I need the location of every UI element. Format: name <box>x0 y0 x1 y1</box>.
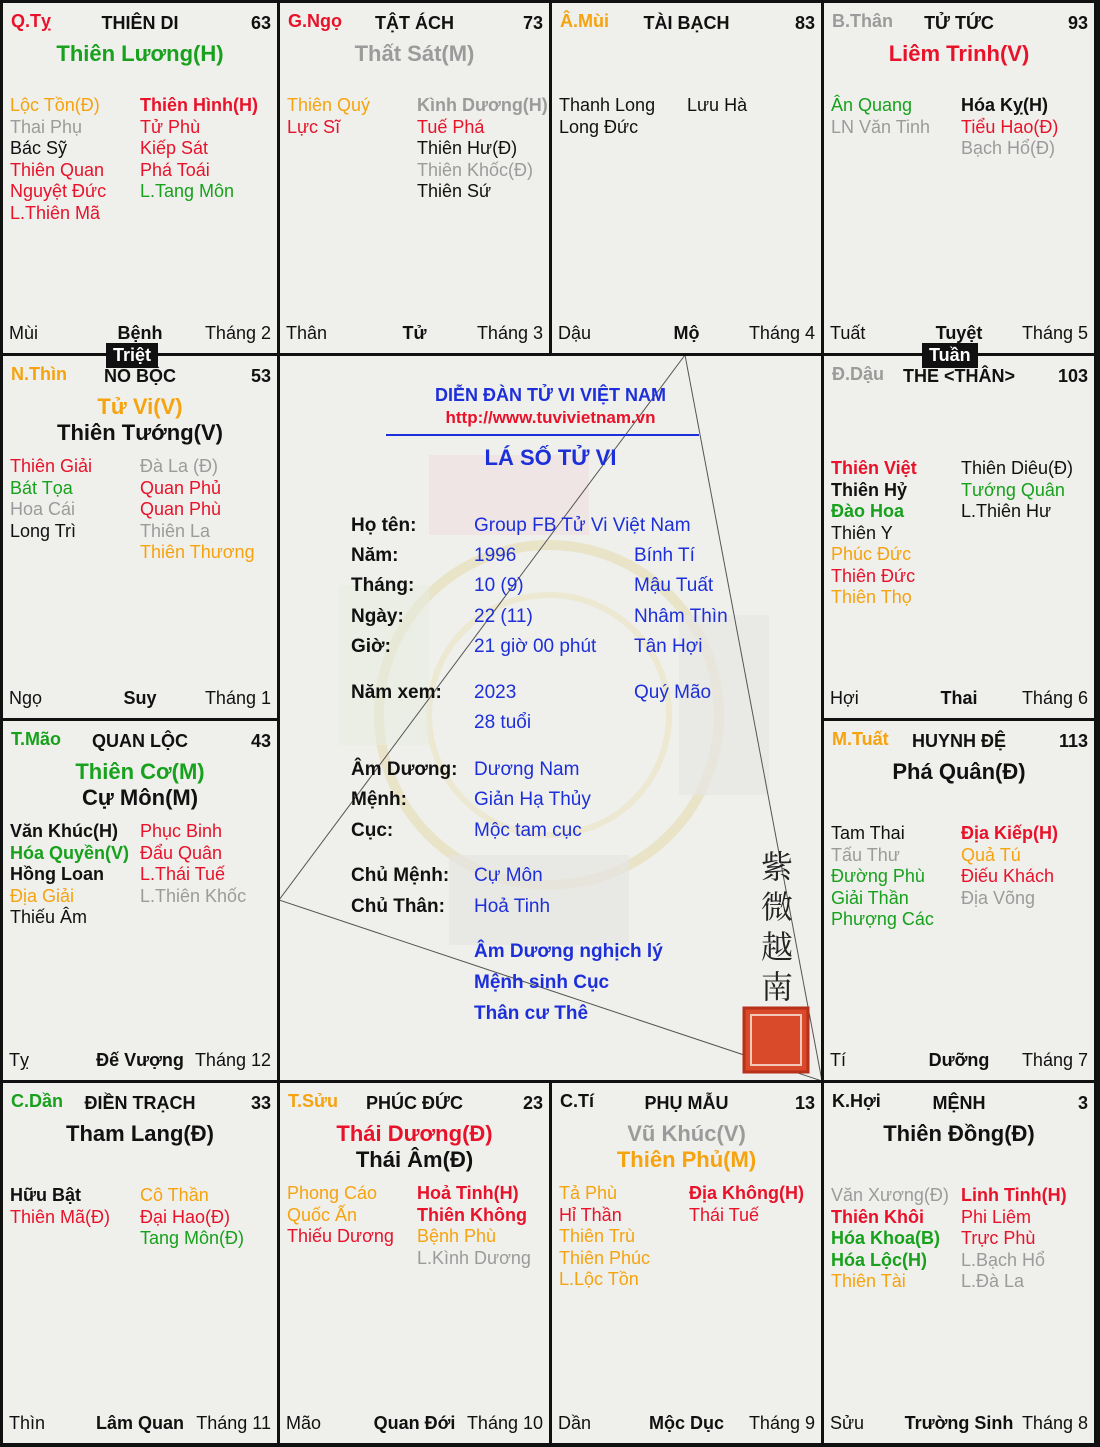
minor-star: Thiên Y <box>831 522 893 543</box>
palace-footer <box>286 1413 543 1435</box>
ngay-can-chi: Nhâm Thìn <box>634 606 728 627</box>
minor-stars-left <box>831 458 917 609</box>
nam-can-chi: Bính Tí <box>634 545 695 566</box>
palace-footer <box>558 323 815 345</box>
palace-life-stage: Tuyệt <box>935 323 983 343</box>
palace-month: Tháng 12 <box>194 1050 271 1070</box>
palace-can-chi: B.Thân <box>832 11 893 31</box>
minor-star: Đường Phù <box>831 866 925 886</box>
minor-stars-right <box>961 95 1058 160</box>
minor-star: Quan Phù <box>140 499 222 519</box>
minor-star: Thiên Hình(H) <box>140 95 258 115</box>
palace-header <box>9 729 271 753</box>
palace-branch: Sửu <box>830 1413 865 1433</box>
minor-stars-right <box>140 1185 244 1250</box>
main-star: Thiên Phủ(M) <box>616 1147 757 1172</box>
main-star: Cự Môn(M) <box>81 785 199 810</box>
minor-stars-left <box>831 95 930 138</box>
minor-star: L.Đà La <box>961 1271 1025 1291</box>
palace-number: 23 <box>522 1093 543 1113</box>
nam-xem-value: 2023 <box>474 682 517 703</box>
palace-ngo[interactable] <box>280 3 549 353</box>
palace-branch: Ngọ <box>9 688 43 708</box>
minor-star: Điếu Khách <box>961 866 1055 886</box>
minor-star: Địa Kiếp(H) <box>961 823 1059 843</box>
minor-star: Quốc Ấn <box>287 1204 358 1225</box>
palace-ty[interactable] <box>3 3 277 353</box>
nam-value: 1996 <box>474 545 517 566</box>
palace-dan[interactable] <box>3 1083 277 1443</box>
palace-month: Tháng 4 <box>748 323 815 343</box>
palace-header <box>9 364 271 388</box>
minor-star: Phi Liêm <box>961 1206 1032 1227</box>
palace-header <box>830 1091 1088 1115</box>
palace-name: ĐIỀN TRẠCH <box>84 1093 196 1113</box>
palace-life-stage: Thai <box>940 688 978 708</box>
minor-star: Ân Quang <box>831 95 913 115</box>
minor-star: Hữu Bật <box>10 1185 82 1205</box>
menh-label: Mệnh: <box>351 789 407 810</box>
palace-branch: Tí <box>830 1050 846 1070</box>
gio-label: Giờ: <box>351 636 391 657</box>
minor-star: Phúc Đức <box>831 544 912 564</box>
palace-can-chi: T.Sửu <box>288 1091 339 1111</box>
palace-number: 53 <box>250 366 271 386</box>
minor-star: Thiếu Dương <box>287 1226 394 1246</box>
main-star: Vũ Khúc(V) <box>627 1121 746 1146</box>
palace-life-stage: Bệnh <box>117 323 163 343</box>
minor-star: Địa Giải <box>10 885 75 906</box>
main-star: Liêm Trinh(V) <box>888 41 1030 66</box>
palace-month: Tháng 1 <box>204 688 271 708</box>
forum-url[interactable]: http://www.tuvivietnam.vn <box>445 408 656 427</box>
minor-star: Hóa Quyền(V) <box>10 842 130 863</box>
palace-footer <box>286 323 543 345</box>
palace-number: 103 <box>1057 366 1088 386</box>
palace-ti[interactable] <box>552 1083 821 1443</box>
minor-star: Đại Hao(Đ) <box>140 1206 231 1227</box>
palace-life-stage: Trường Sinh <box>904 1413 1014 1433</box>
minor-star: Địa Không(H) <box>689 1183 804 1203</box>
minor-star: L.Tang Môn <box>140 181 235 201</box>
minor-stars-left <box>10 821 129 929</box>
main-star: Thái Dương(Đ) <box>336 1121 493 1146</box>
minor-star: Hóa Khoa(B) <box>831 1228 940 1248</box>
minor-stars-right <box>417 95 548 203</box>
nam-label: Năm: <box>351 545 399 566</box>
palace-can-chi: T.Mão <box>11 729 62 749</box>
center-panel <box>279 355 822 1081</box>
palace-header <box>558 1091 815 1115</box>
palace-header <box>830 11 1088 35</box>
gio-value: 21 giờ 00 phút <box>474 636 597 657</box>
minor-star: Đào Hoa <box>831 501 905 521</box>
palace-header <box>286 11 543 35</box>
ho-ten-value: Group FB Tử Vi Việt Nam <box>474 515 691 536</box>
palace-than[interactable] <box>824 3 1094 353</box>
palace-name: THÊ <THÂN> <box>902 366 1016 386</box>
minor-star: Thiên Sứ <box>417 181 492 201</box>
palace-name: TỬ TỨC <box>924 13 994 33</box>
minor-stars-right <box>961 458 1073 523</box>
minor-star: Thiên Việt <box>831 458 917 478</box>
palace-branch: Mùi <box>9 323 39 343</box>
minor-star: Thiên La <box>140 520 211 541</box>
ho-ten-label: Họ tên: <box>351 515 417 536</box>
minor-star: Tả Phù <box>559 1183 618 1203</box>
minor-star: Giải Thần <box>831 887 909 908</box>
minor-star: Long Trì <box>10 520 77 541</box>
minor-stars-right <box>689 1183 804 1226</box>
thang-value: 10 (9) <box>474 575 524 596</box>
calligraphy-text: 紫微越南 <box>760 848 793 1006</box>
palace-footer <box>9 1050 271 1072</box>
minor-star: Văn Khúc(H) <box>10 821 118 841</box>
ngay-value: 22 (11) <box>474 606 533 627</box>
minor-star: Thiên Khôi <box>831 1206 924 1227</box>
main-star: Phá Quân(Đ) <box>892 759 1026 784</box>
minor-star: Long Đức <box>559 116 639 137</box>
palace-branch: Mão <box>286 1413 322 1433</box>
main-star: Tham Lang(Đ) <box>66 1121 214 1146</box>
palace-can-chi: N.Thìn <box>11 364 67 384</box>
palace-header <box>830 729 1088 753</box>
am-duong-label: Âm Dương: <box>351 759 458 780</box>
minor-star: Phục Binh <box>140 821 223 841</box>
chu-than-label: Chủ Thân: <box>351 896 445 917</box>
tuan-tag: Tuần <box>922 343 978 368</box>
palace-life-stage: Dưỡng <box>928 1050 990 1070</box>
minor-star: Thái Tuế <box>689 1204 760 1225</box>
palace-life-stage: Mộ <box>673 323 700 343</box>
ngay-label: Ngày: <box>351 606 404 627</box>
minor-stars-left <box>287 1183 394 1248</box>
minor-star: Thiên Không <box>417 1204 527 1225</box>
minor-star: L.Lộc Tồn <box>559 1269 639 1289</box>
gio-can-chi: Tân Hợi <box>634 636 703 657</box>
palace-number: 3 <box>1077 1093 1088 1113</box>
minor-star: Thiên Thọ <box>831 587 912 607</box>
minor-star: Hồng Loan <box>10 864 104 884</box>
palace-month: Tháng 9 <box>748 1413 815 1433</box>
minor-star: Thiếu Âm <box>10 907 88 927</box>
minor-star: Thiên Quý <box>287 95 371 115</box>
chart-title: LÁ SỐ TỬ VI <box>484 445 617 470</box>
minor-star: LN Văn Tinh <box>831 116 931 137</box>
palace-mui[interactable] <box>552 3 821 353</box>
minor-star: Đà La (Đ) <box>140 456 219 476</box>
minor-stars-left <box>10 456 92 542</box>
palace-header <box>558 11 815 35</box>
palace-life-stage: Đế Vượng <box>96 1050 184 1070</box>
palace-branch: Tỵ <box>9 1050 29 1070</box>
palace-header <box>9 11 271 35</box>
minor-star: Thai Phụ <box>10 116 83 137</box>
palace-month: Tháng 7 <box>1021 1050 1088 1070</box>
chu-menh-label: Chủ Mệnh: <box>351 865 450 886</box>
triet-tag: Triệt <box>106 343 158 368</box>
minor-star: L.Thiên Hư <box>961 501 1052 521</box>
minor-star: Đẩu Quân <box>140 842 223 863</box>
palace-can-chi: Đ.Dậu <box>832 364 885 384</box>
minor-star: Bát Tọa <box>10 477 73 498</box>
palace-number: 73 <box>522 13 543 33</box>
minor-star: Tử Phù <box>140 116 201 137</box>
palace-number: 83 <box>794 13 815 33</box>
palace-life-stage: Lâm Quan <box>95 1413 184 1433</box>
palace-can-chi: C.Tí <box>560 1091 594 1111</box>
palace-dau[interactable] <box>824 356 1094 718</box>
palace-branch: Dậu <box>558 323 592 343</box>
palace-branch: Thìn <box>9 1413 46 1433</box>
minor-star: Cô Thần <box>140 1185 209 1205</box>
minor-star: Tướng Quân <box>961 479 1065 500</box>
minor-stars-left <box>10 95 106 224</box>
nam-xem-can-chi: Quý Mão <box>634 682 712 703</box>
chu-than-value: Hoả Tinh <box>474 896 551 917</box>
palace-name: QUAN LỘC <box>92 731 188 751</box>
palace-branch: Tuất <box>830 323 866 343</box>
minor-star: Trực Phù <box>961 1228 1036 1248</box>
minor-star: Hoả Tinh(H) <box>417 1183 519 1203</box>
minor-star: Bệnh Phù <box>417 1226 497 1246</box>
minor-stars-left <box>559 1183 650 1291</box>
note-menh-cuc: Mệnh sinh Cục <box>474 972 610 993</box>
minor-stars-right <box>140 95 258 203</box>
palace-number: 113 <box>1058 731 1088 751</box>
palace-life-stage: Quan Đới <box>373 1413 456 1433</box>
minor-stars-right <box>140 456 255 564</box>
palace-footer <box>830 1413 1088 1435</box>
minor-star: Thiên Hỷ <box>831 479 908 500</box>
minor-star: Địa Võng <box>961 887 1036 908</box>
minor-star: Hóa Lộc(H) <box>831 1249 927 1270</box>
minor-star: Quả Tú <box>961 844 1021 865</box>
palace-can-chi: G.Ngọ <box>288 11 342 31</box>
thang-can-chi: Mậu Tuất <box>634 575 714 596</box>
seal-stamp <box>744 1008 808 1072</box>
palace-suu[interactable] <box>280 1083 549 1443</box>
minor-star: Hoa Cái <box>10 499 76 519</box>
palace-branch: Thân <box>286 323 328 343</box>
palace-footer <box>830 1050 1088 1072</box>
note-am-duong: Âm Dương nghịch lý <box>474 941 663 962</box>
palace-footer <box>830 323 1088 345</box>
minor-star: Thiên Diêu(Đ) <box>961 458 1074 478</box>
minor-star: Tiểu Hao(Đ) <box>961 116 1059 137</box>
palace-can-chi: Â.Mùi <box>560 11 609 31</box>
palace-number: 33 <box>250 1093 271 1113</box>
main-star: Tử Vi(V) <box>97 394 183 419</box>
minor-star: Thiên Hư(Đ) <box>417 138 518 158</box>
palace-branch: Dần <box>558 1413 592 1433</box>
minor-star: Phá Toái <box>140 159 210 180</box>
palace-thin[interactable] <box>3 356 277 718</box>
minor-star: L.Thiên Khốc <box>140 885 247 906</box>
palace-month: Tháng 11 <box>196 1413 271 1433</box>
thang-label: Tháng: <box>351 575 415 596</box>
minor-star: Bạch Hổ(Đ) <box>961 138 1056 158</box>
minor-star: Phong Cáo <box>287 1183 378 1203</box>
palace-name: PHỤ MẪU <box>644 1093 729 1113</box>
minor-star: Quan Phủ <box>140 477 222 498</box>
minor-stars-right <box>961 1185 1067 1293</box>
minor-stars-left <box>831 823 934 931</box>
minor-stars-left <box>559 95 655 138</box>
palace-name: TÀI BẠCH <box>643 13 730 33</box>
minor-star: Thiên Phúc <box>559 1247 651 1268</box>
minor-star: Thiên Khốc(Đ) <box>417 159 534 180</box>
palace-can-chi: K.Hợi <box>832 1091 881 1111</box>
minor-star: Bác Sỹ <box>10 138 68 158</box>
palace-name: TẬT ÁCH <box>375 13 454 33</box>
minor-star: Thanh Long <box>559 95 656 115</box>
minor-star: Thiên Đức <box>831 565 916 586</box>
minor-star: Văn Xương(Đ) <box>831 1185 949 1205</box>
main-star: Thiên Đồng(Đ) <box>883 1121 1035 1146</box>
palace-can-chi: Q.Tỵ <box>11 11 52 31</box>
minor-stars-left <box>831 1185 949 1293</box>
cuc-value: Mộc tam cục <box>474 820 582 841</box>
palace-name: HUYNH ĐỆ <box>911 731 1006 751</box>
cuc-label: Cục: <box>351 820 394 841</box>
nam-xem-label: Năm xem: <box>351 682 442 703</box>
minor-star: Lộc Tồn(Đ) <box>10 95 100 115</box>
palace-number: 63 <box>250 13 271 33</box>
palace-life-stage: Suy <box>123 688 157 708</box>
palace-header <box>9 1091 271 1115</box>
minor-star: Tuế Phá <box>417 116 485 137</box>
palace-footer <box>558 1413 815 1435</box>
minor-star: Kình Dương(H) <box>417 95 548 115</box>
minor-star: Lực Sĩ <box>287 116 341 137</box>
palace-header <box>830 364 1088 388</box>
main-star: Thiên Tướng(V) <box>57 420 223 445</box>
minor-star: Lưu Hà <box>687 95 748 115</box>
palace-number: 93 <box>1067 13 1088 33</box>
palace-footer <box>830 688 1088 710</box>
palace-name: THIÊN DI <box>101 13 179 33</box>
minor-stars-right <box>140 821 246 907</box>
palace-month: Tháng 6 <box>1021 688 1088 708</box>
main-star: Thái Âm(Đ) <box>355 1147 474 1172</box>
palace-name: PHÚC ĐỨC <box>366 1093 463 1113</box>
menh-value: Giản Hạ Thủy <box>474 789 591 810</box>
palace-footer <box>9 688 271 710</box>
am-duong-value: Dương Nam <box>474 759 580 780</box>
minor-stars-right <box>961 823 1058 909</box>
minor-stars-right <box>417 1183 531 1269</box>
tuoi-value: 28 tuổi <box>474 712 532 733</box>
minor-star: Thiên Thương <box>140 542 255 562</box>
palace-footer <box>9 323 271 345</box>
palace-month: Tháng 8 <box>1021 1413 1088 1433</box>
minor-star: Linh Tinh(H) <box>961 1185 1067 1205</box>
palace-can-chi: C.Dần <box>11 1091 64 1111</box>
minor-star: L.Thiên Mã <box>10 202 101 223</box>
palace-mao[interactable] <box>3 721 277 1080</box>
note-than-cu: Thân cư Thê <box>474 1003 589 1024</box>
minor-star: Thiên Trù <box>559 1226 636 1246</box>
minor-star: Phượng Các <box>831 909 934 929</box>
palace-life-stage: Mộc Dục <box>648 1413 724 1433</box>
minor-stars-left <box>10 1185 110 1228</box>
palace-month: Tháng 5 <box>1021 323 1088 343</box>
palace-name: NÔ BỘC <box>104 366 176 386</box>
main-star: Thất Sát(M) <box>354 41 475 66</box>
chu-menh-value: Cự Môn <box>474 865 543 886</box>
minor-star: Thiên Tài <box>831 1271 906 1291</box>
main-star: Thiên Cơ(M) <box>75 759 205 784</box>
palace-month: Tháng 10 <box>466 1413 543 1433</box>
palace-number: 43 <box>250 731 271 751</box>
palace-footer <box>9 1413 271 1435</box>
minor-star: L.Kình Dương <box>417 1247 531 1268</box>
minor-stars-left <box>287 95 370 138</box>
palace-life-stage: Tử <box>402 323 427 343</box>
palace-name: MỆNH <box>932 1093 986 1113</box>
minor-stars-right <box>687 95 747 117</box>
minor-star: Tam Thai <box>831 823 905 843</box>
palace-tuat[interactable] <box>824 721 1094 1080</box>
palace-month: Tháng 3 <box>476 323 543 343</box>
palace-header <box>286 1091 543 1115</box>
main-star: Thiên Lương(H) <box>56 41 224 66</box>
palace-can-chi: M.Tuất <box>832 729 889 749</box>
minor-star: Kiếp Sát <box>140 138 209 158</box>
minor-star: Thiên Giải <box>10 456 93 476</box>
minor-star: L.Thái Tuế <box>140 864 226 884</box>
minor-star: Hỉ Thần <box>559 1204 622 1225</box>
minor-star: Thiên Quan <box>10 159 105 180</box>
grid-line <box>1094 0 1100 1447</box>
minor-star: Nguyệt Đức <box>10 181 107 201</box>
palace-branch: Hợi <box>830 688 859 708</box>
minor-star: L.Bạch Hổ <box>961 1249 1046 1270</box>
minor-star: Tang Môn(Đ) <box>140 1228 245 1248</box>
minor-star: Thiên Mã(Đ) <box>10 1206 111 1227</box>
palace-hoi[interactable] <box>824 1083 1094 1443</box>
minor-star: Hóa Kỵ(H) <box>961 95 1049 115</box>
palace-number: 13 <box>794 1093 815 1113</box>
palace-month: Tháng 2 <box>204 323 271 343</box>
minor-star: Tấu Thư <box>831 844 900 865</box>
forum-name: DIỄN ĐÀN TỬ VI VIỆT NAM <box>435 385 666 405</box>
